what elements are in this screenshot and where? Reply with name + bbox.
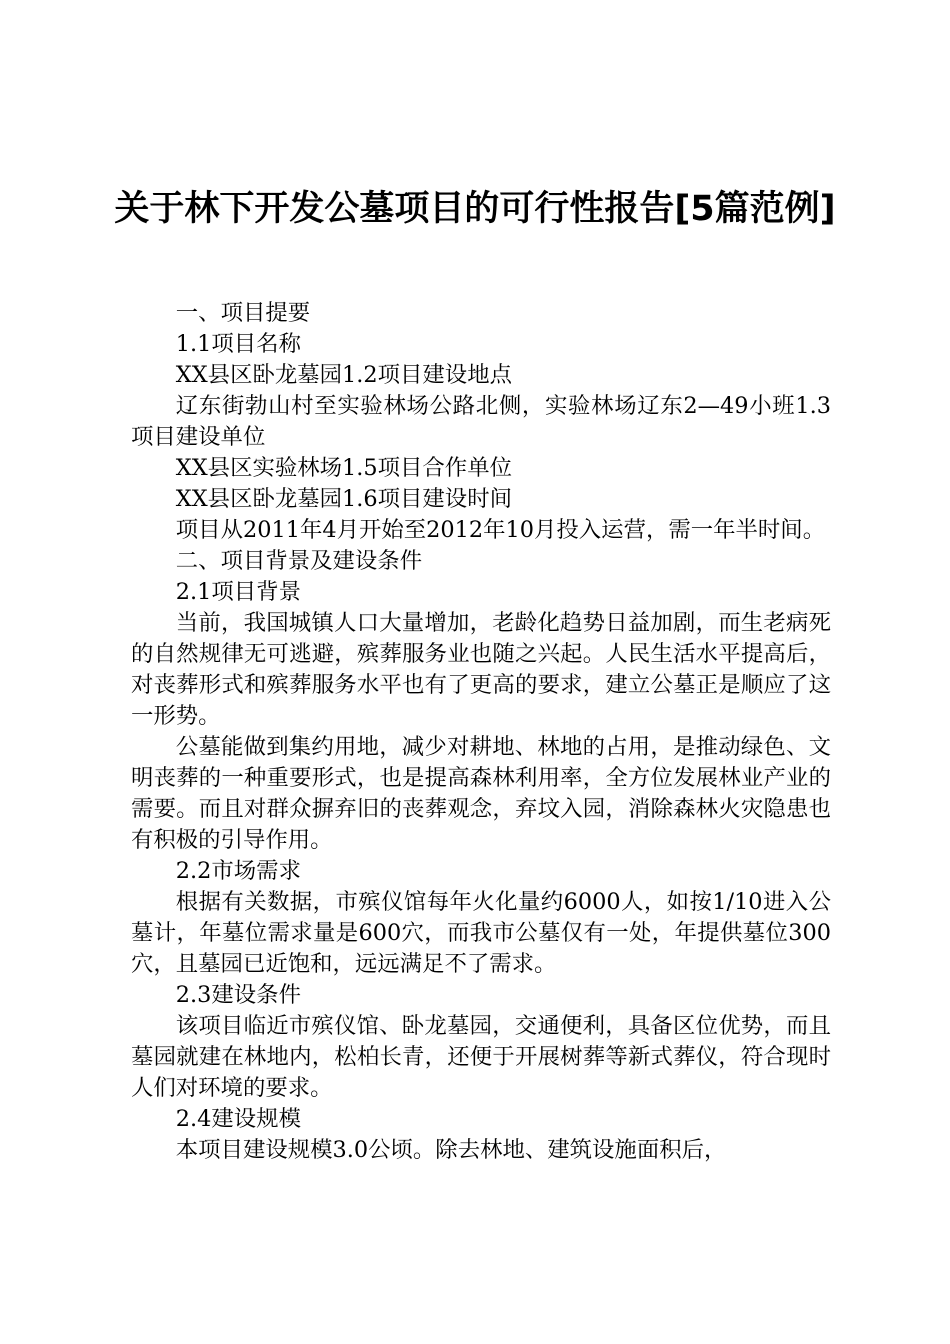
paragraph: 本项目建设规模3.0公顷。除去林地、建筑设施面积后， bbox=[175, 1137, 727, 1163]
section-heading: 一、项目提要 bbox=[175, 300, 311, 326]
document-title: 关于林下开发公墓项目的可行性报告[5篇范例] bbox=[114, 189, 836, 229]
paragraph: 该项目临近市殡仪馆、卧龙墓园，交通便利，具备区位优势，而且墓园就建在林地内，松柏长青，还便于开展树葬等新式葬仪，符合现时人们对环境的要求。 bbox=[131, 1013, 831, 1101]
paragraph: XX县区实验林场1.5项目合作单位 bbox=[175, 455, 512, 481]
paragraph: 项目从2011年4月开始至2012年10月投入运营，需一年半时间。 bbox=[175, 517, 826, 543]
subsection-heading: 2.1项目背景 bbox=[175, 579, 301, 605]
section-heading: 二、项目背景及建设条件 bbox=[175, 548, 423, 574]
subsection-heading: 2.4建设规模 bbox=[175, 1106, 301, 1132]
paragraph: XX县区卧龙墓园1.6项目建设时间 bbox=[175, 486, 512, 512]
paragraph: 公墓能做到集约用地，减少对耕地、林地的占用，是推动绿色、文明丧葬的一种重要形式，也是提高森林利用率，全方位发展林业产业的需要。而且对群众摒弃旧的丧葬观念，弃坟入园，消除森林火灾隐患也有积极的引导作用。 bbox=[131, 734, 831, 853]
subsection-heading: 2.3建设条件 bbox=[175, 982, 301, 1008]
paragraph: XX县区卧龙墓园1.2项目建设地点 bbox=[175, 362, 512, 388]
paragraph: 根据有关数据，市殡仪馆每年火化量约6000人，如按1/10进入公墓计，年墓位需求量是600穴，而我市公墓仅有一处，年提供墓位300穴，且墓园已近饱和，远远满足不了需求。 bbox=[131, 889, 831, 977]
paragraph: 辽东街勃山村至实验林场公路北侧，实验林场辽东2—49小班1.3项目建设单位 bbox=[131, 393, 831, 450]
subsection-heading: 1.1项目名称 bbox=[175, 331, 301, 357]
paragraph: 当前，我国城镇人口大量增加，老龄化趋势日益加剧，而生老病死的自然规律无可逃避，殡葬服务业也随之兴起。人民生活水平提高后，对丧葬形式和殡葬服务水平也有了更高的要求，建立公墓正是顺应了这一形势。 bbox=[131, 610, 831, 729]
subsection-heading: 2.2市场需求 bbox=[175, 858, 301, 884]
document-body bbox=[131, 298, 831, 1166]
